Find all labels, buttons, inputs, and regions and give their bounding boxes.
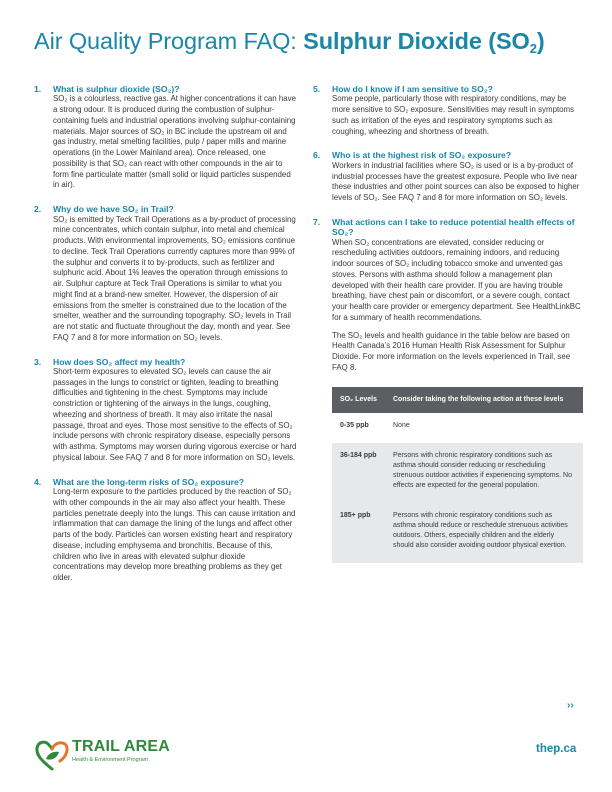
right-column: [313, 84, 583, 563]
table-row: [332, 503, 583, 563]
faq-item-3: [34, 357, 298, 464]
faq-number: 6.: [313, 150, 321, 161]
title-light: Air Quality Program FAQ:: [34, 28, 304, 54]
heart-leaf-icon: [34, 737, 70, 773]
faq-answer: When SO₂ concentrations are elevated, consider reducing or rescheduling activities outdoors, remaining indoors, and reducing indoor sources of SO₂ including tobacco smoke and unvented gas stoves. Persons with asthma should follow a management plan developed with their health care provider. If you are having trouble breathing, have chest pain or discomfort, or a severe cough, contact your health care provider or emergency department. See HealthLinkBC for a summary of health recommendations.: [332, 237, 581, 322]
title-subscript: 2: [529, 41, 537, 56]
faq-question: Why do we have SO₂ in Trail?: [53, 204, 174, 215]
faq-question: What is sulphur dioxide (SO₂)?: [53, 84, 180, 94]
faq-item-5: [313, 84, 583, 137]
table-header-levels: SO₂ Levels: [340, 395, 377, 403]
faq-item-2: [34, 204, 298, 343]
faq-number: 2.: [34, 204, 42, 215]
faq-answer: Workers in industrial facilities where SO₂ is used or is a by-product of industrial processes have the greatest exposure. People who live near these industries and other point sources can also be exposed to higher levels of SO₂. See FAQ 7 and 8 for more information on SO₂ levels.: [332, 160, 580, 203]
faq-answer: SO₂ is a colourless, reactive gas. At higher concentrations it can have a strong odour. It is produced during the combustion of sulphur-containing fuels and industrial operations involving sulphur-containing materials. Major sources of SO₂ in BC include the upstream oil and gas industry, metal smelting facilities, pulp / paper mills and marine operations (in the Lower Mainland area). Once released, one possibility is that SO₂ can react with other compounds in the air to form fine particulate matter (small solid or liquid particles suspended in air).: [53, 94, 296, 190]
table-row: [332, 443, 583, 503]
left-column: [34, 84, 298, 597]
title-bold-text: Sulphur Dioxide (SO: [303, 28, 530, 54]
table-cell-level: 36-184 ppb: [340, 451, 377, 459]
faq-item-4: [34, 477, 298, 584]
faq-number: 3.: [34, 356, 42, 367]
so2-levels-table: [332, 387, 583, 563]
table-cell-action: Persons with chronic respiratory conditions such as asthma should reduce or reschedule strenuous activities outdoors. Others, especially children and the elderly should also consider avoiding outdoor physical exertion.: [393, 511, 568, 549]
faq-number: 5.: [313, 84, 321, 94]
faq-answer: Long-term exposure to the particles produced by the reaction of SO₂ with other compounds in the air may also affect your health. These particles penetrate deeply into the lungs. This can cause irritation and inflammation that can damage the lining of the lungs and affect other parts of the body. Particles can worsen existing heart and respiratory disease, including emphysema and bronchitis. Because of this, children who live in areas with elevated sulphur dioxide concentrations may develop more breathing problems as they get older.: [53, 487, 296, 583]
title-bold: [303, 28, 544, 54]
website-link[interactable]: thep.ca: [536, 743, 577, 755]
faq-question: What actions can I take to reduce potential health effects of SO₂?: [332, 216, 575, 238]
logo-subtitle: Health & Environment Program: [72, 757, 149, 763]
faq-item-7: [313, 217, 583, 374]
faq-number: 1.: [34, 84, 42, 94]
faq-question: How does SO₂ affect my health?: [53, 356, 186, 367]
faq-question: Who is at the highest risk of SO₂ exposure?: [332, 150, 512, 161]
faq-answer-2: The SO₂ levels and health guidance in the table below are based on Health Canada’s 2016 Human Health Risk Assessment for Sulphur Dioxide. For more information on the levels experienced in Trail, see FAQ 8.: [332, 330, 571, 372]
table-cell-action: None: [393, 421, 410, 429]
faq-question: What are the long-term risks of SO₂ exposure?: [53, 476, 245, 487]
title-close: ): [536, 28, 545, 54]
next-page-indicator: ››: [567, 700, 574, 711]
table-header: [332, 387, 583, 413]
faq-question: How do I know if I am sensitive to SO₂?: [332, 84, 493, 94]
page-title: [34, 28, 545, 55]
faq-item-6: [313, 150, 583, 203]
table-row: [332, 413, 583, 443]
faq-item-1: [34, 84, 298, 191]
faq-number: 4.: [34, 476, 42, 487]
table-header-action: Consider taking the following action at these levels: [393, 395, 564, 403]
table-cell-level: 185+ ppb: [340, 511, 371, 519]
logo-title: TRAIL AREA: [72, 738, 170, 755]
faq-answer: Short-term exposures to elevated SO₂ levels can cause the air passages in the lungs to constrict or tighten, leading to breathing difficulties and tightening in the chest. Symptoms may include constriction or tightening of the airways in the lungs, coughing, wheezing and shortness of breath. It may also irritate the nasal passage, throat and eyes. Those most sensitive to the effects of SO₂ include persons with chronic respiratory disease, especially persons with asthma. Symptoms may worsen during vigorous exercise or hard physical labour. See FAQ 7 and 8 for more information on SO₂ levels.: [53, 366, 297, 462]
trail-area-logo: [34, 735, 194, 775]
table-cell-action: Persons with chronic respiratory conditions such as asthma should consider reducing or rescheduling strenuous outdoor activities if experiencing symptoms. No effects are expected for the general population.: [393, 451, 572, 489]
faq-number: 7.: [313, 216, 321, 227]
table-cell-level: 0-35 ppb: [340, 421, 369, 429]
faq-answer: SO₂ is emitted by Teck Trail Operations as a by-product of processing mine concentrates, which contain sulphur, into metal and chemical products. With environmental improvements, SO₂ emissions continue to decline. Teck Trail Operations currently captures more than 99% of the sulphur and converts it to by-products, such as fertilizer and sulphuric acid. About 1% leaves the operation through emissions to air. Sulphur capture at Teck Trail Operations is similar to what you might find at a brand-new smelter. However, the dispersion of air emissions from the smelter is constrained due to the location of the smelter, weather and the surrounding topography. SO₂ levels in Trail are not static and fluctuate throughout the day, month and year. See FAQ 7 and 8 for more information on SO₂ levels.: [53, 214, 296, 342]
faq-answer: Some people, particularly those with respiratory conditions, may be more sensitive to SO₂ exposure. Sensitivities may result in symptoms such as irritation of the eyes and respiratory symptoms such as coughing, wheezing and shortness of breath.: [332, 94, 575, 136]
